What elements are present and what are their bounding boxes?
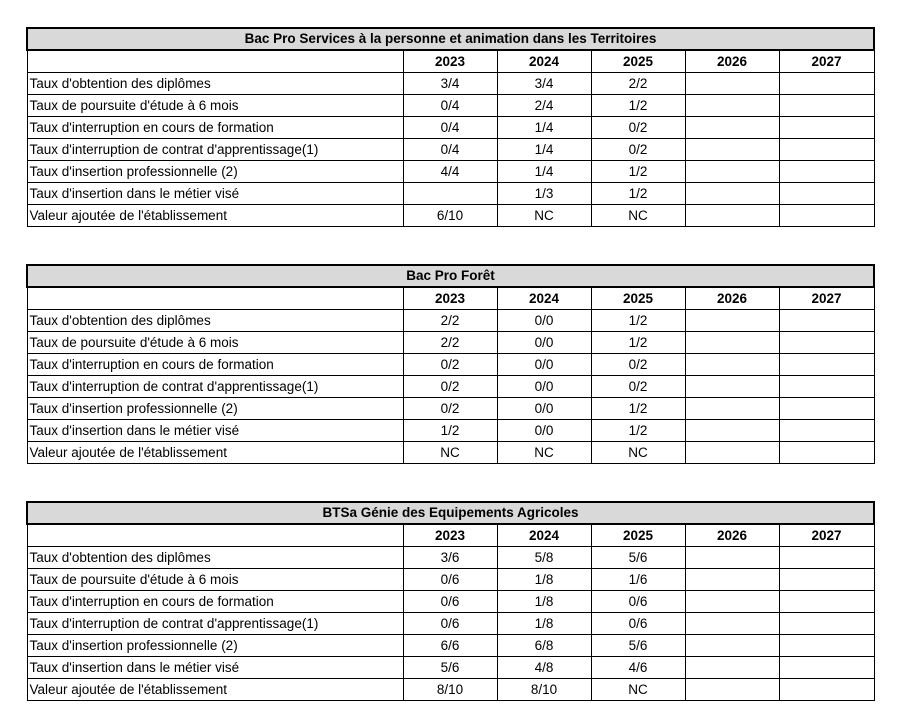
value-cell: 0/2 xyxy=(403,354,497,376)
year-header: 2027 xyxy=(779,287,874,310)
value-cell: 0/6 xyxy=(403,591,497,613)
value-cell xyxy=(685,398,779,420)
table-title-row xyxy=(27,265,874,287)
value-cell: 8/10 xyxy=(403,679,497,701)
value-cell: 8/10 xyxy=(497,679,591,701)
value-cell xyxy=(779,332,874,354)
value-cell xyxy=(685,613,779,635)
year-header-row xyxy=(27,50,874,73)
row-label: Valeur ajoutée de l'établissement xyxy=(27,679,403,701)
row-label: Taux de poursuite d'étude à 6 mois xyxy=(27,569,403,591)
value-cell xyxy=(403,183,497,205)
value-cell xyxy=(779,73,874,95)
value-cell: 0/4 xyxy=(403,117,497,139)
row-label: Taux d'insertion dans le métier visé xyxy=(27,657,403,679)
row-label: Taux d'interruption en cours de formation xyxy=(27,591,403,613)
value-cell: 1/2 xyxy=(403,420,497,442)
value-cell: 0/6 xyxy=(591,613,685,635)
table-row xyxy=(27,73,874,95)
value-cell: 1/4 xyxy=(497,139,591,161)
value-cell xyxy=(685,547,779,569)
value-cell: 0/4 xyxy=(403,95,497,117)
table-row xyxy=(27,635,874,657)
table-row xyxy=(27,442,874,464)
value-cell: 6/6 xyxy=(403,635,497,657)
row-label: Taux d'interruption de contrat d'apprentissage(1) xyxy=(27,376,403,398)
value-cell: 5/6 xyxy=(591,635,685,657)
value-cell: 0/2 xyxy=(591,354,685,376)
value-cell xyxy=(685,117,779,139)
value-cell: 1/2 xyxy=(591,310,685,332)
row-label: Valeur ajoutée de l'établissement xyxy=(27,205,403,227)
value-cell: 4/4 xyxy=(403,161,497,183)
value-cell: 0/6 xyxy=(403,613,497,635)
value-cell: NC xyxy=(591,205,685,227)
table-bac-pro-foret xyxy=(26,264,875,464)
year-header-row xyxy=(27,287,874,310)
table-btsa-gea xyxy=(26,501,875,701)
row-label: Taux de poursuite d'étude à 6 mois xyxy=(27,95,403,117)
value-cell xyxy=(685,161,779,183)
value-cell: 1/4 xyxy=(497,117,591,139)
value-cell: 0/4 xyxy=(403,139,497,161)
value-cell xyxy=(779,354,874,376)
header-blank-cell xyxy=(27,524,403,547)
value-cell xyxy=(779,183,874,205)
table-row xyxy=(27,398,874,420)
table-row xyxy=(27,332,874,354)
table-bac-pro-sapat xyxy=(26,27,875,227)
value-cell: 2/4 xyxy=(497,95,591,117)
value-cell: NC xyxy=(591,679,685,701)
value-cell: 0/0 xyxy=(497,310,591,332)
table-body xyxy=(27,28,874,227)
row-label: Taux d'insertion professionnelle (2) xyxy=(27,635,403,657)
table-row xyxy=(27,354,874,376)
value-cell xyxy=(685,591,779,613)
value-cell: 1/4 xyxy=(497,161,591,183)
value-cell: 0/6 xyxy=(591,591,685,613)
year-header: 2023 xyxy=(403,287,497,310)
value-cell xyxy=(685,635,779,657)
value-cell xyxy=(685,679,779,701)
value-cell: 0/0 xyxy=(497,332,591,354)
value-cell: 3/6 xyxy=(403,547,497,569)
year-header: 2027 xyxy=(779,524,874,547)
value-cell: 1/8 xyxy=(497,591,591,613)
value-cell xyxy=(685,657,779,679)
value-cell: 1/2 xyxy=(591,420,685,442)
value-cell: 2/2 xyxy=(403,310,497,332)
value-cell xyxy=(779,376,874,398)
value-cell xyxy=(779,547,874,569)
value-cell xyxy=(779,635,874,657)
table-row xyxy=(27,547,874,569)
value-cell xyxy=(779,95,874,117)
value-cell xyxy=(779,205,874,227)
value-cell: 1/3 xyxy=(497,183,591,205)
table-row xyxy=(27,679,874,701)
value-cell: 0/0 xyxy=(497,354,591,376)
value-cell: 1/2 xyxy=(591,183,685,205)
table-row xyxy=(27,310,874,332)
row-label: Taux d'obtention des diplômes xyxy=(27,547,403,569)
value-cell xyxy=(685,442,779,464)
value-cell: 5/6 xyxy=(403,657,497,679)
value-cell xyxy=(685,183,779,205)
value-cell xyxy=(685,569,779,591)
value-cell xyxy=(685,139,779,161)
value-cell: 1/2 xyxy=(591,161,685,183)
value-cell xyxy=(779,398,874,420)
value-cell: 2/2 xyxy=(403,332,497,354)
value-cell: 0/2 xyxy=(591,117,685,139)
table-row xyxy=(27,657,874,679)
value-cell: 0/2 xyxy=(403,376,497,398)
table-title: BTSa Génie des Equipements Agricoles xyxy=(27,502,874,524)
value-cell: 2/2 xyxy=(591,73,685,95)
value-cell xyxy=(779,613,874,635)
value-cell xyxy=(779,442,874,464)
value-cell: 1/2 xyxy=(591,398,685,420)
value-cell: 6/8 xyxy=(497,635,591,657)
year-header: 2025 xyxy=(591,50,685,73)
value-cell: NC xyxy=(591,442,685,464)
table-body xyxy=(27,265,874,464)
value-cell: 0/0 xyxy=(497,398,591,420)
year-header: 2023 xyxy=(403,50,497,73)
value-cell: 0/2 xyxy=(591,139,685,161)
year-header: 2026 xyxy=(685,524,779,547)
value-cell: NC xyxy=(497,205,591,227)
value-cell: 0/6 xyxy=(403,569,497,591)
table-row xyxy=(27,95,874,117)
row-label: Taux d'obtention des diplômes xyxy=(27,73,403,95)
year-header: 2024 xyxy=(497,50,591,73)
value-cell: 1/6 xyxy=(591,569,685,591)
table-body xyxy=(27,502,874,701)
row-label: Taux d'insertion professionnelle (2) xyxy=(27,161,403,183)
year-header: 2026 xyxy=(685,50,779,73)
value-cell: 0/0 xyxy=(497,376,591,398)
header-blank-cell xyxy=(27,287,403,310)
year-header: 2023 xyxy=(403,524,497,547)
row-label: Taux d'insertion professionnelle (2) xyxy=(27,398,403,420)
value-cell: 0/2 xyxy=(591,376,685,398)
year-header: 2024 xyxy=(497,287,591,310)
table-row xyxy=(27,161,874,183)
row-label: Taux d'obtention des diplômes xyxy=(27,310,403,332)
value-cell xyxy=(779,657,874,679)
value-cell xyxy=(685,332,779,354)
value-cell: 4/6 xyxy=(591,657,685,679)
value-cell xyxy=(685,95,779,117)
value-cell: 3/4 xyxy=(403,73,497,95)
value-cell: 5/6 xyxy=(591,547,685,569)
year-header: 2025 xyxy=(591,287,685,310)
value-cell: 6/10 xyxy=(403,205,497,227)
row-label: Taux d'interruption de contrat d'apprentissage(1) xyxy=(27,613,403,635)
value-cell: NC xyxy=(403,442,497,464)
value-cell: 1/2 xyxy=(591,95,685,117)
row-label: Taux d'interruption en cours de formation xyxy=(27,117,403,139)
row-label: Taux de poursuite d'étude à 6 mois xyxy=(27,332,403,354)
table-title: Bac Pro Services à la personne et animation dans les Territoires xyxy=(27,28,874,50)
value-cell xyxy=(685,376,779,398)
table-row xyxy=(27,183,874,205)
value-cell: 1/8 xyxy=(497,613,591,635)
value-cell: 0/2 xyxy=(403,398,497,420)
value-cell xyxy=(779,310,874,332)
table-title-row xyxy=(27,28,874,50)
value-cell xyxy=(779,161,874,183)
value-cell xyxy=(779,139,874,161)
year-header-row xyxy=(27,524,874,547)
value-cell xyxy=(685,420,779,442)
row-label: Taux d'interruption de contrat d'apprentissage(1) xyxy=(27,139,403,161)
year-header: 2027 xyxy=(779,50,874,73)
header-blank-cell xyxy=(27,50,403,73)
row-label: Taux d'insertion dans le métier visé xyxy=(27,183,403,205)
table-row xyxy=(27,591,874,613)
table-row xyxy=(27,376,874,398)
value-cell: 1/8 xyxy=(497,569,591,591)
row-label: Taux d'insertion dans le métier visé xyxy=(27,420,403,442)
value-cell: 1/2 xyxy=(591,332,685,354)
value-cell xyxy=(685,310,779,332)
table-row xyxy=(27,613,874,635)
value-cell: NC xyxy=(497,442,591,464)
value-cell: 0/0 xyxy=(497,420,591,442)
value-cell xyxy=(685,205,779,227)
table-row xyxy=(27,205,874,227)
value-cell xyxy=(779,591,874,613)
row-label: Taux d'interruption en cours de formation xyxy=(27,354,403,376)
year-header: 2025 xyxy=(591,524,685,547)
value-cell xyxy=(779,679,874,701)
value-cell xyxy=(779,117,874,139)
table-row xyxy=(27,569,874,591)
table-title: Bac Pro Forêt xyxy=(27,265,874,287)
value-cell xyxy=(685,73,779,95)
table-row xyxy=(27,139,874,161)
value-cell xyxy=(779,420,874,442)
year-header: 2024 xyxy=(497,524,591,547)
value-cell: 5/8 xyxy=(497,547,591,569)
value-cell: 4/8 xyxy=(497,657,591,679)
year-header: 2026 xyxy=(685,287,779,310)
table-title-row xyxy=(27,502,874,524)
value-cell xyxy=(779,569,874,591)
table-row xyxy=(27,420,874,442)
value-cell xyxy=(685,354,779,376)
value-cell: 3/4 xyxy=(497,73,591,95)
row-label: Valeur ajoutée de l'établissement xyxy=(27,442,403,464)
table-row xyxy=(27,117,874,139)
